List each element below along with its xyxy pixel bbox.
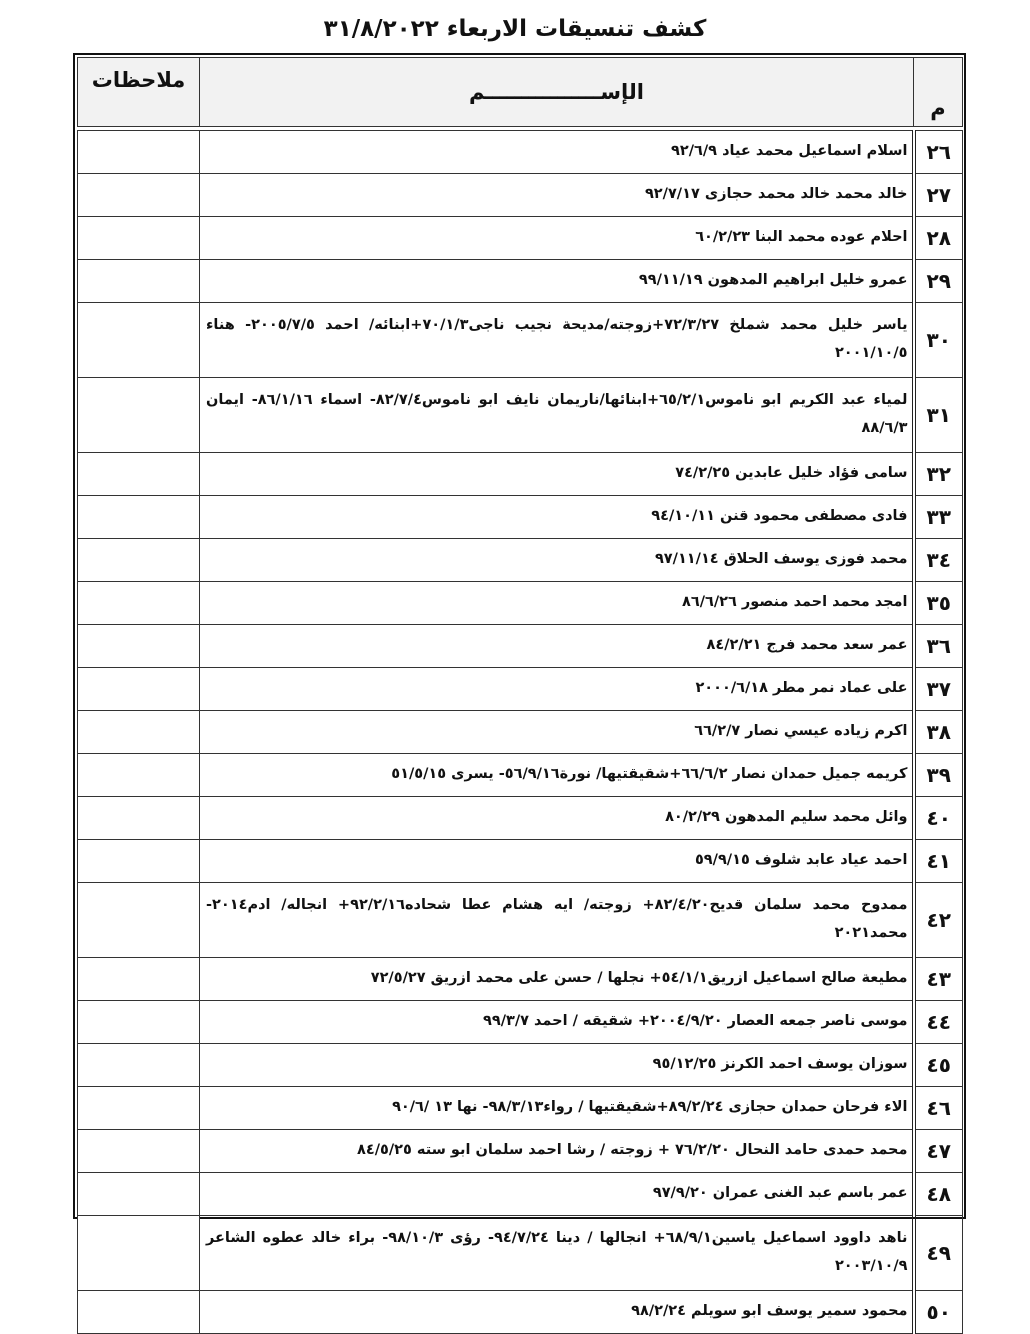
row-notes (78, 1087, 200, 1130)
row-number: ٤٢ (914, 883, 963, 958)
row-notes (78, 883, 200, 958)
row-name: سوزان يوسف احمد الكرنز ٩٥/١٢/٢٥ (200, 1044, 914, 1087)
row-notes (78, 260, 200, 303)
table-row (78, 711, 963, 754)
row-name: لمياء عبد الكريم ابو ناموس٦٥/٢/١+ابنائها/ناريمان نايف ابو ناموس٨٢/٧/٤- اسماء ٨٦/١/١٦- ايمان ٨٨/٦/٣ (200, 378, 914, 453)
row-notes (78, 582, 200, 625)
row-number: ٣٦ (914, 625, 963, 668)
row-name: احلام عوده محمد البنا ٦٠/٢/٢٣ (200, 217, 914, 260)
row-number: ٤٥ (914, 1044, 963, 1087)
table-row (78, 668, 963, 711)
table-row (78, 883, 963, 958)
row-number: ٤١ (914, 840, 963, 883)
row-name: عمرو خليل ابراهيم المدهون ٩٩/١١/١٩ (200, 260, 914, 303)
row-name: امجد محمد احمد منصور ٨٦/٦/٢٦ (200, 582, 914, 625)
row-name: اسلام اسماعيل محمد عياد ٩٢/٦/٩ (200, 131, 914, 174)
row-name: فادى مصطفى محمود قنن ٩٤/١٠/١١ (200, 496, 914, 539)
row-number: ٣٩ (914, 754, 963, 797)
table-row (78, 378, 963, 453)
row-number: ٤٧ (914, 1130, 963, 1173)
row-name: موسى ناصر جمعه العصار ٢٠٠٤/٩/٢٠+ شقيقه / احمد ٩٩/٣/٧ (200, 1001, 914, 1044)
row-notes (78, 1001, 200, 1044)
row-notes (78, 797, 200, 840)
names-table (77, 57, 963, 1334)
row-number: ٢٩ (914, 260, 963, 303)
row-number: ٤٠ (914, 797, 963, 840)
row-name: ممدوح محمد سلمان قديح٨٢/٤/٢٠+ زوجته/ ايه هشام عطا شحاده٩٢/٢/١٦+ انجاله/ ادم٢٠١٤- محمد٢٠٢١ (200, 883, 914, 958)
row-name: على عماد نمر مطر ٢٠٠٠/٦/١٨ (200, 668, 914, 711)
row-number: ٣٣ (914, 496, 963, 539)
table-row (78, 582, 963, 625)
table-row (78, 625, 963, 668)
table-row (78, 260, 963, 303)
table-row (78, 958, 963, 1001)
row-name: عمر باسم عبد الغنى عمران ٩٧/٩/٢٠ (200, 1173, 914, 1216)
row-notes (78, 539, 200, 582)
row-name: عمر سعد محمد فرج ٨٤/٢/٢١ (200, 625, 914, 668)
row-number: ٣٨ (914, 711, 963, 754)
table-row (78, 496, 963, 539)
header-number: م (914, 58, 963, 127)
row-number: ٤٩ (914, 1216, 963, 1291)
row-number: ٢٦ (914, 131, 963, 174)
row-name: محمد فوزى يوسف الحلاق ٩٧/١١/١٤ (200, 539, 914, 582)
row-name: ياسر خليل محمد شملخ ٧٢/٣/٢٧+زوجته/مديحة نجيب ناجى٧٠/١/٣+ابنائه/ احمد ٢٠٠٥/٧/٥- هناء ٢٠٠١/١٠/٥ (200, 303, 914, 378)
row-number: ٥٠ (914, 1291, 963, 1334)
row-notes (78, 174, 200, 217)
row-notes (78, 1216, 200, 1291)
table-header-row (78, 58, 963, 127)
row-notes (78, 1130, 200, 1173)
row-number: ٣٥ (914, 582, 963, 625)
row-name: ناهد داوود اسماعيل ياسين٦٨/٩/١+ انجالها / دينا ٩٤/٧/٢٤- رؤى ٩٨/١٠/٣- براء خالد عطوه الشاعر ٢٠٠٣/١٠/٩ (200, 1216, 914, 1291)
table-row (78, 174, 963, 217)
row-number: ٤٤ (914, 1001, 963, 1044)
table-body (78, 131, 963, 1334)
row-notes (78, 754, 200, 797)
row-number: ٤٦ (914, 1087, 963, 1130)
row-notes (78, 1291, 200, 1334)
row-name: احمد عياد عابد شلوف ٥٩/٩/١٥ (200, 840, 914, 883)
row-name: الاء فرحان حمدان حجازى ٨٩/٢/٢٤+شقيقتيها / رواء٩٨/٣/١٣- نها ١٣ /٩٠/٦ (200, 1087, 914, 1130)
row-name: وائل محمد سليم المدهون ٨٠/٢/٢٩ (200, 797, 914, 840)
row-name: خالد محمد خالد محمد حجازى ٩٢/٧/١٧ (200, 174, 914, 217)
row-number: ٤٣ (914, 958, 963, 1001)
table-row (78, 1216, 963, 1291)
row-name: اكرم زياده عيسي نصار ٦٦/٢/٧ (200, 711, 914, 754)
table-row (78, 217, 963, 260)
table-row (78, 1173, 963, 1216)
table-row (78, 453, 963, 496)
row-number: ٣٠ (914, 303, 963, 378)
row-name: مطيعة صالح اسماعيل ازريق٥٤/١/١+ نجلها / حسن على محمد ازريق ٧٢/٥/٢٧ (200, 958, 914, 1001)
row-notes (78, 711, 200, 754)
page-title: كشف تنسيقات الاربعاء ٣١/٨/٢٠٢٢ (323, 16, 707, 42)
row-name: محمد حمدى حامد النحال ٧٦/٢/٢٠ + زوجته / رشا احمد سلمان ابو سته ٨٤/٥/٢٥ (200, 1130, 914, 1173)
row-notes (78, 303, 200, 378)
row-notes (78, 1044, 200, 1087)
row-name: كريمه جميل حمدان نصار ٦٦/٦/٢+شقيقتيها/ نورة٥٦/٩/١٦- يسرى ٥١/٥/١٥ (200, 754, 914, 797)
row-notes (78, 840, 200, 883)
table-row (78, 303, 963, 378)
row-number: ٣٢ (914, 453, 963, 496)
table-row (78, 1087, 963, 1130)
table-row (78, 1291, 963, 1334)
header-notes: ملاحظات (78, 58, 200, 127)
row-notes (78, 453, 200, 496)
table-row (78, 754, 963, 797)
row-number: ٣١ (914, 378, 963, 453)
table-row (78, 797, 963, 840)
row-name: سامى فؤاد خليل عابدين ٧٤/٢/٢٥ (200, 453, 914, 496)
row-notes (78, 496, 200, 539)
row-number: ٣٧ (914, 668, 963, 711)
row-notes (78, 668, 200, 711)
row-number: ٢٧ (914, 174, 963, 217)
row-notes (78, 1173, 200, 1216)
row-notes (78, 625, 200, 668)
table-row (78, 840, 963, 883)
row-number: ٤٨ (914, 1173, 963, 1216)
table-row (78, 1130, 963, 1173)
table-row (78, 539, 963, 582)
row-notes (78, 131, 200, 174)
row-number: ٢٨ (914, 217, 963, 260)
row-number: ٣٤ (914, 539, 963, 582)
table-row (78, 1044, 963, 1087)
table-row (78, 131, 963, 174)
row-name: محمود سمير يوسف ابو سويلم ٩٨/٢/٢٤ (200, 1291, 914, 1334)
table-row (78, 1001, 963, 1044)
header-name: الإســــــــــــــــم (200, 58, 914, 127)
row-notes (78, 217, 200, 260)
row-notes (78, 378, 200, 453)
row-notes (78, 958, 200, 1001)
